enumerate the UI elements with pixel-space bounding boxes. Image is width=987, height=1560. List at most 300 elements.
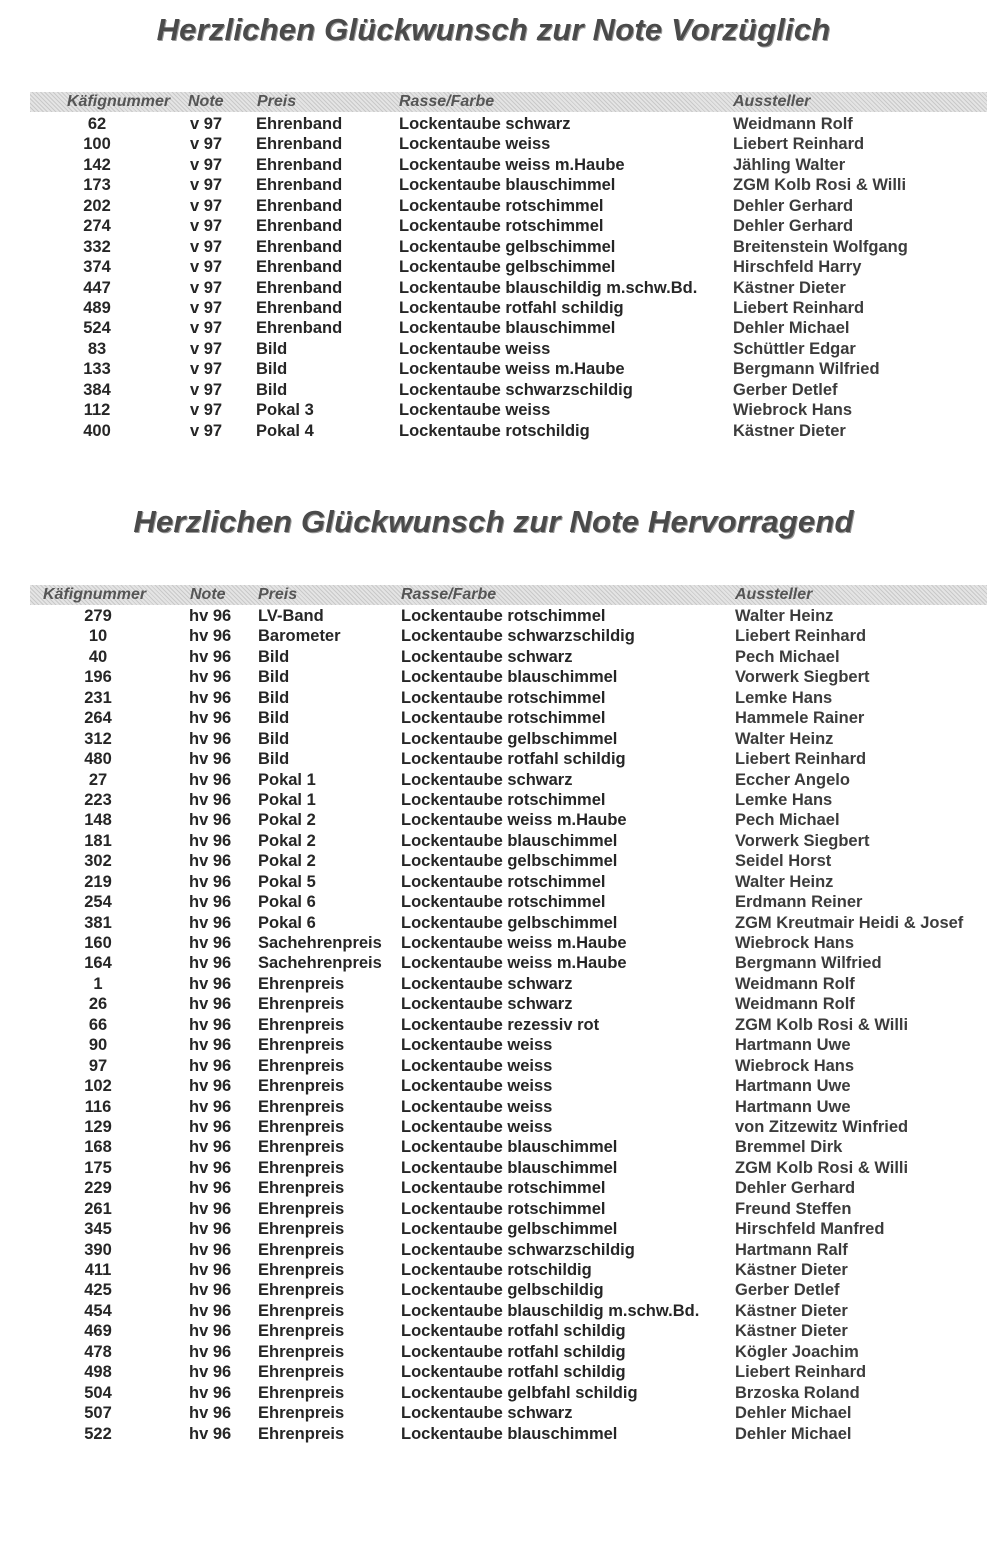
table-row (0, 1424, 987, 1444)
table-row (0, 606, 987, 626)
header-aussteller: Aussteller (733, 93, 811, 110)
cell-aussteller: ZGM Kolb Rosi & Willi (735, 1015, 909, 1034)
cell-note: hv 96 (189, 1261, 232, 1279)
cell-aussteller: Breitenstein Wolfgang (733, 237, 908, 256)
cell-preis: Ehrenband (256, 319, 343, 338)
cell-kaefignummer: 231 (84, 688, 112, 707)
header-kaefignummer: Käfignummer (43, 586, 147, 603)
cell-preis: LV-Band (258, 607, 324, 625)
cell-kaefignummer: 274 (83, 217, 111, 236)
cell-preis: Ehrenpreis (258, 1424, 345, 1443)
table-row (0, 114, 987, 134)
cell-note: hv 96 (189, 934, 232, 952)
cell-rasse-farbe: Lockentaube gelbschimmel (401, 729, 618, 748)
cell-note: hv 96 (189, 872, 232, 891)
cell-preis: Ehrenpreis (258, 1281, 345, 1300)
cell-aussteller: Hammele Rainer (735, 709, 865, 728)
table-row (0, 1240, 987, 1260)
cell-kaefignummer: 223 (84, 790, 112, 809)
cell-aussteller: Dehler Gerhard (733, 217, 854, 236)
cell-preis: Pokal 3 (256, 401, 314, 420)
table-row (0, 1362, 987, 1382)
header-rasse-farbe: Rasse/Farbe (399, 93, 495, 110)
table-row (0, 913, 987, 933)
cell-aussteller: Freund Steffen (735, 1199, 852, 1218)
cell-note: v 97 (190, 298, 223, 317)
table-row (0, 831, 987, 851)
table-row (0, 1035, 987, 1055)
cell-preis: Ehrenpreis (258, 1240, 345, 1259)
cell-aussteller: Kästner Dieter (735, 1322, 848, 1341)
table-row (0, 1219, 987, 1239)
cell-aussteller: Pech Michael (735, 647, 840, 666)
table-row (0, 1158, 987, 1178)
cell-aussteller: Wiebrock Hans (733, 401, 853, 420)
cell-note: hv 96 (189, 1363, 232, 1382)
cell-preis: Ehrenpreis (258, 1220, 345, 1239)
cell-rasse-farbe: Lockentaube blauschimmel (399, 176, 616, 195)
cell-rasse-farbe: Lockentaube rotfahl schildig (401, 1363, 626, 1382)
cell-aussteller: Hartmann Uwe (735, 1097, 851, 1116)
table-row (0, 729, 987, 749)
cell-preis: Ehrenpreis (258, 1015, 345, 1034)
cell-preis: Ehrenpreis (258, 1363, 345, 1382)
cell-aussteller: Brzoska Roland (735, 1383, 860, 1402)
cell-kaefignummer: 332 (83, 237, 111, 256)
cell-note: hv 96 (189, 1015, 232, 1034)
cell-rasse-farbe: Lockentaube weiss m.Haube (399, 360, 625, 379)
cell-preis: Pokal 2 (258, 811, 316, 830)
cell-aussteller: Bergmann Wilfried (735, 954, 882, 973)
cell-kaefignummer: 478 (84, 1342, 112, 1361)
cell-rasse-farbe: Lockentaube schwarz (401, 647, 573, 666)
table-row (0, 953, 987, 973)
cell-note: hv 96 (189, 729, 232, 748)
cell-kaefignummer: 62 (87, 115, 107, 133)
cell-aussteller: Liebert Reinhard (735, 750, 867, 769)
cell-rasse-farbe: Lockentaube rotschimmel (401, 872, 606, 891)
cell-note: hv 96 (189, 1404, 232, 1423)
cell-rasse-farbe: Lockentaube rotschimmel (399, 217, 604, 236)
table-row (0, 1076, 987, 1096)
cell-note: v 97 (190, 176, 223, 195)
cell-kaefignummer: 524 (83, 319, 111, 338)
cell-kaefignummer: 279 (84, 607, 112, 625)
cell-preis: Ehrenpreis (258, 1117, 345, 1136)
cell-preis: Sachehrenpreis (258, 954, 382, 973)
cell-preis: Ehrenpreis (258, 995, 345, 1014)
cell-kaefignummer: 1 (93, 974, 103, 993)
cell-rasse-farbe: Lockentaube weiss m.Haube (399, 155, 625, 174)
table-row (0, 892, 987, 912)
cell-kaefignummer: 164 (84, 954, 112, 973)
cell-aussteller: Erdmann Reiner (735, 893, 863, 912)
cell-kaefignummer: 381 (84, 913, 112, 932)
table-row (0, 1342, 987, 1362)
cell-aussteller: Wiebrock Hans (735, 934, 855, 952)
cell-kaefignummer: 40 (88, 647, 108, 666)
cell-preis: Ehrenpreis (258, 1077, 345, 1096)
cell-kaefignummer: 83 (87, 339, 107, 358)
cell-note: hv 96 (189, 1158, 232, 1177)
cell-rasse-farbe: Lockentaube blauschimmel (399, 319, 616, 338)
cell-rasse-farbe: Lockentaube schwarzschildig (401, 1240, 635, 1259)
cell-preis: Ehrenpreis (258, 974, 345, 993)
cell-note: hv 96 (189, 750, 232, 769)
cell-note: v 97 (190, 217, 223, 236)
cell-rasse-farbe: Lockentaube weiss (399, 339, 551, 358)
table-row (0, 134, 987, 154)
cell-aussteller: Walter Heinz (735, 607, 834, 625)
table-row (0, 810, 987, 830)
cell-kaefignummer: 261 (84, 1199, 112, 1218)
cell-rasse-farbe: Lockentaube weiss (401, 1097, 553, 1116)
cell-preis: Pokal 1 (258, 770, 316, 789)
cell-aussteller: Kögler Joachim (735, 1342, 859, 1361)
cell-kaefignummer: 264 (84, 709, 112, 728)
cell-rasse-farbe: Lockentaube rotschimmel (401, 709, 606, 728)
cell-rasse-farbe: Lockentaube rotschildig (399, 421, 590, 440)
cell-aussteller: Dehler Gerhard (735, 1179, 856, 1198)
cell-aussteller: Vorwerk Siegbert (735, 831, 870, 850)
cell-kaefignummer: 504 (84, 1383, 112, 1402)
cell-rasse-farbe: Lockentaube schwarz (401, 974, 573, 993)
cell-aussteller: Dehler Michael (735, 1424, 852, 1443)
cell-note: hv 96 (189, 607, 232, 625)
cell-kaefignummer: 90 (88, 1036, 108, 1055)
cell-note: hv 96 (189, 647, 232, 666)
cell-note: hv 96 (189, 831, 232, 850)
cell-kaefignummer: 112 (83, 401, 111, 420)
cell-kaefignummer: 26 (88, 995, 108, 1014)
cell-kaefignummer: 142 (83, 155, 111, 174)
cell-preis: Ehrenpreis (258, 1158, 345, 1177)
cell-aussteller: Liebert Reinhard (735, 627, 867, 646)
cell-note: hv 96 (189, 1179, 232, 1198)
cell-rasse-farbe: Lockentaube rotschildig (401, 1261, 592, 1279)
cell-preis: Pokal 6 (258, 893, 316, 912)
section-title: Herzlichen Glückwunsch zur Note Hervorragend (133, 504, 854, 539)
cell-rasse-farbe: Lockentaube schwarz (399, 115, 571, 133)
cell-aussteller: Weidmann Rolf (733, 115, 853, 133)
section-title: Herzlichen Glückwunsch zur Note Vorzüglich (156, 12, 831, 47)
cell-aussteller: Kästner Dieter (735, 1261, 848, 1279)
table-row (0, 1117, 987, 1137)
table-row (0, 339, 987, 359)
cell-kaefignummer: 480 (84, 750, 112, 769)
table-row (0, 647, 987, 667)
cell-note: v 97 (190, 360, 223, 379)
cell-aussteller: Kästner Dieter (735, 1301, 848, 1320)
cell-preis: Ehrenband (256, 196, 343, 215)
table-row (0, 1280, 987, 1300)
cell-note: hv 96 (189, 974, 232, 993)
cell-note: hv 96 (189, 954, 232, 973)
cell-preis: Sachehrenpreis (258, 934, 382, 952)
cell-preis: Bild (256, 339, 288, 358)
cell-aussteller: Gerber Detlef (733, 380, 838, 399)
table-row (0, 1260, 987, 1280)
cell-note: hv 96 (189, 1138, 232, 1157)
cell-rasse-farbe: Lockentaube gelbschimmel (399, 258, 616, 277)
cell-aussteller: Kästner Dieter (733, 278, 846, 297)
table-row (0, 318, 987, 338)
cell-kaefignummer: 254 (84, 893, 112, 912)
cell-note: hv 96 (189, 1240, 232, 1259)
cell-rasse-farbe: Lockentaube rotschimmel (401, 893, 606, 912)
cell-note: v 97 (190, 155, 223, 174)
cell-rasse-farbe: Lockentaube rotschimmel (401, 607, 606, 625)
table-row (0, 872, 987, 892)
cell-note: hv 96 (189, 770, 232, 789)
cell-rasse-farbe: Lockentaube gelbfahl schildig (401, 1383, 638, 1402)
cell-rasse-farbe: Lockentaube schwarzschildig (401, 627, 635, 646)
cell-aussteller: Dehler Gerhard (733, 196, 854, 215)
header-note: Note (190, 586, 226, 603)
cell-rasse-farbe: Lockentaube weiss (399, 135, 551, 154)
cell-preis: Ehrenband (256, 217, 343, 236)
cell-preis: Ehrenpreis (258, 1383, 345, 1402)
cell-preis: Ehrenband (256, 258, 343, 277)
cell-kaefignummer: 66 (88, 1015, 108, 1034)
cell-aussteller: Liebert Reinhard (733, 298, 865, 317)
cell-preis: Ehrenpreis (258, 1301, 345, 1320)
table-row (0, 708, 987, 728)
cell-rasse-farbe: Lockentaube schwarz (401, 770, 573, 789)
cell-preis: Bild (256, 360, 288, 379)
cell-note: hv 96 (189, 913, 232, 932)
cell-preis: Pokal 2 (258, 831, 316, 850)
cell-kaefignummer: 175 (84, 1158, 112, 1177)
cell-rasse-farbe: Lockentaube rotschimmel (401, 1199, 606, 1218)
cell-aussteller: Hirschfeld Manfred (735, 1220, 885, 1239)
cell-aussteller: Pech Michael (735, 811, 840, 830)
cell-rasse-farbe: Lockentaube blauschimmel (401, 1424, 618, 1443)
table-row (0, 380, 987, 400)
cell-preis: Bild (258, 709, 290, 728)
cell-rasse-farbe: Lockentaube rezessiv rot (401, 1015, 600, 1034)
table-row (0, 1383, 987, 1403)
cell-note: hv 96 (189, 1383, 232, 1402)
cell-note: v 97 (190, 196, 223, 215)
table-row (0, 1321, 987, 1341)
header-rasse-farbe: Rasse/Farbe (401, 586, 497, 603)
cell-aussteller: Seidel Horst (735, 852, 832, 871)
cell-rasse-farbe: Lockentaube blauschimmel (401, 831, 618, 850)
cell-rasse-farbe: Lockentaube blauschimmel (401, 668, 618, 687)
cell-kaefignummer: 447 (83, 278, 111, 297)
header-kaefignummer: Käfignummer (67, 93, 171, 110)
table-row (0, 1056, 987, 1076)
table-row (0, 1137, 987, 1157)
cell-aussteller: Hartmann Uwe (735, 1036, 851, 1055)
cell-kaefignummer: 160 (84, 934, 112, 952)
cell-preis: Bild (258, 688, 290, 707)
table-row (0, 155, 987, 175)
cell-preis: Ehrenband (256, 237, 343, 256)
cell-note: v 97 (190, 135, 223, 154)
cell-kaefignummer: 312 (84, 729, 112, 748)
cell-aussteller: Dehler Michael (735, 1404, 852, 1423)
cell-note: hv 96 (189, 1097, 232, 1116)
cell-rasse-farbe: Lockentaube schwarz (401, 1404, 573, 1423)
cell-note: hv 96 (189, 1342, 232, 1361)
table-row (0, 237, 987, 257)
cell-aussteller: Jähling Walter (733, 155, 846, 174)
cell-aussteller: Bremmel Dirk (735, 1138, 843, 1157)
table-row (0, 298, 987, 318)
table-row (0, 216, 987, 236)
cell-aussteller: von Zitzewitz Winfried (735, 1117, 909, 1136)
cell-note: hv 96 (189, 688, 232, 707)
table-row (0, 851, 987, 871)
table-row (0, 1015, 987, 1035)
cell-preis: Bild (258, 729, 290, 748)
cell-kaefignummer: 10 (88, 627, 108, 646)
cell-preis: Ehrenpreis (258, 1138, 345, 1157)
cell-preis: Bild (258, 668, 290, 687)
cell-aussteller: Schüttler Edgar (733, 339, 856, 358)
cell-preis: Ehrenpreis (258, 1097, 345, 1116)
cell-note: hv 96 (189, 1056, 232, 1075)
cell-rasse-farbe: Lockentaube rotschimmel (401, 688, 606, 707)
table-row (0, 1097, 987, 1117)
cell-preis: Bild (258, 750, 290, 769)
header-preis: Preis (257, 93, 297, 110)
cell-kaefignummer: 384 (83, 380, 111, 399)
table-row (0, 974, 987, 994)
cell-aussteller: Lemke Hans (735, 790, 833, 809)
cell-kaefignummer: 173 (83, 176, 111, 195)
cell-kaefignummer: 374 (83, 258, 111, 277)
cell-aussteller: Weidmann Rolf (735, 995, 855, 1014)
cell-preis: Ehrenband (256, 298, 343, 317)
cell-note: hv 96 (189, 1322, 232, 1341)
cell-kaefignummer: 469 (84, 1322, 112, 1341)
cell-note: hv 96 (189, 1220, 232, 1239)
cell-kaefignummer: 116 (84, 1097, 112, 1116)
header-aussteller: Aussteller (735, 586, 813, 603)
cell-aussteller: Hartmann Ralf (735, 1240, 848, 1259)
cell-rasse-farbe: Lockentaube weiss m.Haube (401, 954, 627, 973)
cell-kaefignummer: 133 (83, 360, 111, 379)
cell-preis: Ehrenpreis (258, 1056, 345, 1075)
cell-rasse-farbe: Lockentaube rotfahl schildig (401, 1322, 626, 1341)
table-row (0, 278, 987, 298)
header-note: Note (188, 93, 224, 110)
cell-rasse-farbe: Lockentaube weiss (401, 1056, 553, 1075)
cell-kaefignummer: 148 (84, 811, 112, 830)
cell-preis: Ehrenband (256, 278, 343, 297)
table-row (0, 1403, 987, 1423)
cell-preis: Ehrenpreis (258, 1342, 345, 1361)
cell-kaefignummer: 102 (84, 1077, 112, 1096)
cell-aussteller: Bergmann Wilfried (733, 360, 880, 379)
cell-rasse-farbe: Lockentaube rotfahl schildig (401, 1342, 626, 1361)
table-header (30, 585, 987, 605)
table-row (0, 257, 987, 277)
cell-note: v 97 (190, 421, 223, 440)
cell-note: hv 96 (189, 811, 232, 830)
cell-aussteller: Liebert Reinhard (733, 135, 865, 154)
cell-kaefignummer: 202 (83, 196, 111, 215)
cell-preis: Bild (258, 647, 290, 666)
cell-aussteller: Eccher Angelo (735, 770, 850, 789)
cell-note: hv 96 (189, 995, 232, 1014)
cell-aussteller: Walter Heinz (735, 872, 834, 891)
cell-rasse-farbe: Lockentaube schwarz (401, 995, 573, 1014)
cell-preis: Ehrenpreis (258, 1261, 345, 1279)
cell-preis: Pokal 5 (258, 872, 316, 891)
table-row (0, 196, 987, 216)
cell-note: hv 96 (189, 668, 232, 687)
table-row (0, 994, 987, 1014)
cell-note: hv 96 (189, 1281, 232, 1300)
cell-preis: Pokal 4 (256, 421, 314, 440)
cell-rasse-farbe: Lockentaube blauschildig m.schw.Bd. (399, 278, 698, 297)
cell-kaefignummer: 100 (83, 135, 111, 154)
cell-kaefignummer: 168 (84, 1138, 112, 1157)
cell-rasse-farbe: Lockentaube gelbschimmel (399, 237, 616, 256)
cell-kaefignummer: 196 (84, 668, 112, 687)
cell-kaefignummer: 507 (84, 1404, 112, 1423)
cell-aussteller: Wiebrock Hans (735, 1056, 855, 1075)
cell-kaefignummer: 390 (84, 1240, 112, 1259)
header-preis: Preis (258, 586, 298, 603)
table-body (0, 114, 987, 441)
table-row (0, 1301, 987, 1321)
cell-aussteller: Vorwerk Siegbert (735, 668, 870, 687)
cell-aussteller: ZGM Kolb Rosi & Willi (733, 176, 907, 195)
cell-note: hv 96 (189, 852, 232, 871)
cell-kaefignummer: 454 (84, 1301, 112, 1320)
cell-rasse-farbe: Lockentaube weiss (401, 1077, 553, 1096)
cell-rasse-farbe: Lockentaube blauschildig m.schw.Bd. (401, 1301, 700, 1320)
table-row (0, 933, 987, 953)
cell-preis: Ehrenpreis (258, 1036, 345, 1055)
cell-aussteller: Walter Heinz (735, 729, 834, 748)
cell-kaefignummer: 181 (84, 831, 112, 850)
cell-rasse-farbe: Lockentaube weiss (399, 401, 551, 420)
cell-aussteller: ZGM Kreutmair Heidi & Josef (735, 913, 964, 932)
cell-kaefignummer: 400 (83, 421, 111, 440)
table-row (0, 359, 987, 379)
cell-note: hv 96 (189, 893, 232, 912)
cell-note: hv 96 (189, 790, 232, 809)
cell-kaefignummer: 489 (83, 298, 111, 317)
cell-kaefignummer: 129 (84, 1117, 112, 1136)
cell-preis: Pokal 6 (258, 913, 316, 932)
cell-note: v 97 (190, 115, 223, 133)
cell-aussteller: Hartmann Uwe (735, 1077, 851, 1096)
table-row (0, 400, 987, 420)
table-row (0, 749, 987, 769)
cell-kaefignummer: 97 (88, 1056, 108, 1075)
table-header (30, 92, 987, 112)
cell-aussteller: Hirschfeld Harry (733, 258, 862, 277)
cell-kaefignummer: 302 (84, 852, 112, 871)
cell-preis: Barometer (258, 627, 341, 646)
cell-preis: Ehrenpreis (258, 1179, 345, 1198)
cell-preis: Ehrenpreis (258, 1322, 345, 1341)
table-row (0, 1199, 987, 1219)
cell-kaefignummer: 522 (84, 1424, 112, 1443)
cell-preis: Ehrenband (256, 176, 343, 195)
cell-aussteller: Dehler Michael (733, 319, 850, 338)
table-row (0, 770, 987, 790)
table-row (0, 688, 987, 708)
table-row (0, 626, 987, 646)
